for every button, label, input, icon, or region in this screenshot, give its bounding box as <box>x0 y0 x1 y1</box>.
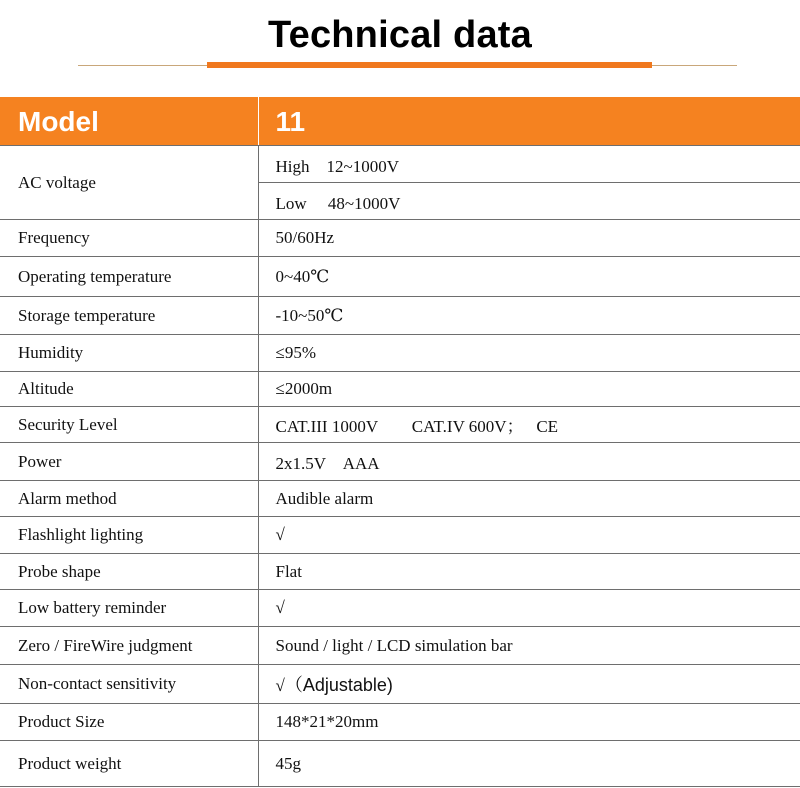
row-value-text: Sound / light / LCD simulation bar <box>275 635 513 655</box>
row-value-text: -10~50℃ <box>275 305 344 325</box>
table-row <box>0 704 800 741</box>
row-label: Product Size <box>0 704 258 741</box>
row-value-text: 45g <box>275 753 301 773</box>
row-value <box>258 627 800 665</box>
row-label: Flashlight lighting <box>0 517 258 554</box>
row-value-text: 0~40℃ <box>275 266 330 286</box>
row-value <box>258 665 800 704</box>
row-value-text: √ <box>275 525 285 544</box>
row-value-text: 148*21*20mm <box>275 712 379 731</box>
table-row <box>0 257 800 297</box>
table-row <box>0 554 800 590</box>
row-value-text: √ <box>275 676 285 695</box>
table-row <box>0 443 800 481</box>
row-label: Power <box>0 443 258 481</box>
row-value-text: Audible alarm <box>275 488 374 508</box>
row-value <box>258 590 800 627</box>
page-title: Technical data <box>268 14 532 56</box>
table-row <box>0 335 800 372</box>
table-row <box>0 517 800 554</box>
row-value-text: Flat <box>275 561 302 581</box>
ac-voltage-low: Low 48~1000V <box>258 183 800 220</box>
title-accent-bar <box>207 62 652 68</box>
row-value-suffix: （Adjustable) <box>284 675 393 695</box>
row-value-text: 2x1.5V AAA <box>275 454 380 473</box>
row-label: Non-contact sensitivity <box>0 665 258 704</box>
spec-table <box>0 97 800 787</box>
row-label: Product weight <box>0 741 258 787</box>
row-label: Probe shape <box>0 554 258 590</box>
row-value <box>258 335 800 372</box>
row-label: Low battery reminder <box>0 590 258 627</box>
row-value-text: CAT.III 1000V CAT.IV 600V； CE <box>275 417 559 436</box>
row-value <box>258 741 800 787</box>
table-row <box>0 590 800 627</box>
row-label: Frequency <box>0 220 258 257</box>
row-value <box>258 704 800 741</box>
table-row <box>0 220 800 257</box>
row-value <box>258 443 800 481</box>
row-value-text: ≤95% <box>275 343 316 362</box>
header-value: 11 <box>258 98 800 146</box>
row-label: Security Level <box>0 407 258 443</box>
table-row <box>0 407 800 443</box>
row-value <box>258 407 800 443</box>
row-value-text: √ <box>275 598 285 617</box>
row-value <box>258 372 800 407</box>
table-row <box>0 297 800 335</box>
table-row <box>0 627 800 665</box>
row-label: Operating temperature <box>0 257 258 297</box>
table-row <box>0 481 800 517</box>
table-row <box>0 372 800 407</box>
row-label: Storage temperature <box>0 297 258 335</box>
row-value <box>258 517 800 554</box>
row-value <box>258 554 800 590</box>
row-label: Zero / FireWire judgment <box>0 627 258 665</box>
row-value <box>258 297 800 335</box>
row-value-text: 50/60Hz <box>275 228 335 247</box>
row-value-text: ≤2000m <box>275 379 333 398</box>
row-label: Alarm method <box>0 481 258 517</box>
row-value <box>258 257 800 297</box>
row-label: Altitude <box>0 372 258 407</box>
table-row <box>0 741 800 787</box>
ac-voltage-high: High 12~1000V <box>258 146 800 183</box>
row-value <box>258 220 800 257</box>
header-label: Model <box>0 98 258 146</box>
ac-voltage-label: AC voltage <box>0 146 258 220</box>
table-header-row <box>0 98 800 146</box>
table-row-ac-voltage-high <box>0 146 800 183</box>
row-label: Humidity <box>0 335 258 372</box>
row-value <box>258 481 800 517</box>
table-row <box>0 665 800 704</box>
